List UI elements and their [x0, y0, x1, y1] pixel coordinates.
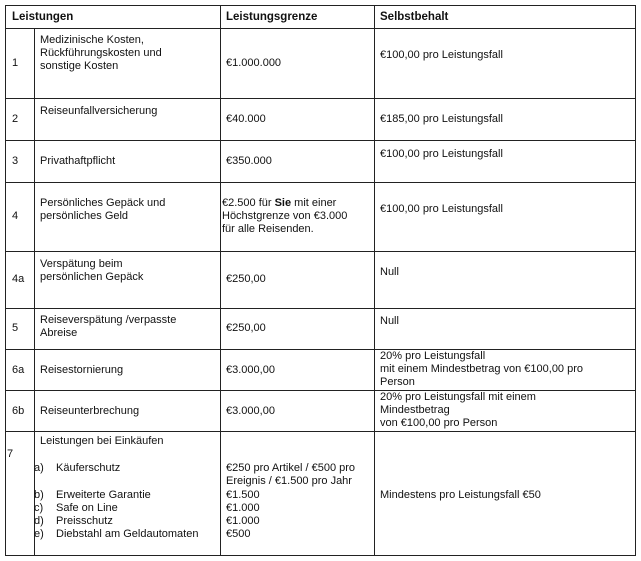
purchase-limit: €1.000 — [226, 515, 260, 527]
purchase-limit: €1.000 — [226, 502, 260, 514]
row-number: 6a — [12, 364, 25, 376]
row-number: 2 — [12, 113, 19, 125]
purchase-item: b) Erweiterte Garantie — [34, 489, 151, 501]
deductible-value: €100,00 pro Leistungsfall — [380, 203, 503, 215]
row-divider — [6, 98, 635, 99]
row-divider — [6, 140, 635, 141]
row-number: 4a — [12, 273, 25, 285]
row-number: 1 — [12, 57, 19, 69]
row-number: 4 — [12, 210, 19, 222]
header-services: Leistungen — [12, 11, 74, 23]
row-divider — [6, 251, 635, 252]
row-divider — [6, 28, 635, 29]
header-limit: Leistungsgrenze — [226, 11, 318, 23]
purchase-limit: €250 pro Artikel / €500 pro Ereignis / €1.500 pro Jahr — [226, 462, 356, 487]
service-name: Reiseunterbrechung — [40, 405, 140, 417]
service-name: Persönliches Gepäck und persönliches Geld — [40, 197, 166, 222]
deductible-value: €100,00 pro Leistungsfall — [380, 148, 503, 160]
column-divider — [374, 6, 375, 555]
purchase-limit: €500 — [226, 528, 251, 540]
service-name: Reiseunfallversicherung — [40, 105, 158, 117]
deductible-value: 20% pro Leistungsfall mit einem Mindestbetrag von €100,00 pro Person — [380, 350, 584, 388]
limit-value: €250,00 — [226, 322, 266, 334]
deductible-value: 20% pro Leistungsfall mit einem Mindestbetrag von €100,00 pro Person — [380, 391, 536, 429]
purchase-item: c) Safe on Line — [34, 502, 118, 514]
column-divider — [220, 6, 221, 555]
row-divider — [6, 308, 635, 309]
column-divider — [34, 28, 35, 555]
service-name: Privathaftpflicht — [40, 155, 116, 167]
row-number: 5 — [12, 322, 19, 334]
purchase-item: a) Käuferschutz — [34, 462, 121, 474]
purchase-item: d) Preisschutz — [34, 515, 113, 527]
deductible-value: Mindestens pro Leistungsfall €50 — [380, 489, 541, 501]
deductible-value: Null — [380, 315, 399, 327]
limit-value: €350.000 — [226, 155, 272, 167]
row-number: 7 — [7, 448, 14, 460]
deductible-value: €100,00 pro Leistungsfall — [380, 49, 503, 61]
limit-value: €3.000,00 — [226, 364, 275, 376]
service-name: Reiseverspätung /verpasste Abreise — [40, 314, 177, 339]
row-number: 3 — [12, 155, 19, 167]
header-deductible: Selbstbehalt — [380, 11, 449, 23]
limit-value: €3.000,00 — [226, 405, 275, 417]
row-divider — [6, 390, 635, 391]
deductible-value: Null — [380, 266, 399, 278]
service-name: Medizinische Kosten, Rückführungskosten und sonstige Kosten — [40, 34, 162, 72]
purchase-limit: €1.500 — [226, 489, 260, 501]
purchase-item: e) Diebstahl am Geldautomaten — [34, 528, 199, 540]
purchase-title: Leistungen bei Einkäufen — [40, 435, 164, 447]
limit-value: €1.000.000 — [226, 57, 282, 69]
row-divider — [6, 182, 635, 183]
limit-value: €40.000 — [226, 113, 266, 125]
deductible-value: €185,00 pro Leistungsfall — [380, 113, 503, 125]
service-name: Verspätung beim persönlichen Gepäck — [40, 258, 144, 283]
limit-value: €2.500 für Sie mit einer Höchstgrenze von €3.000 für alle Reisenden. — [222, 197, 348, 235]
row-number: 6b — [12, 405, 25, 417]
limit-value: €250,00 — [226, 273, 266, 285]
benefits-table — [5, 5, 636, 556]
row-divider — [6, 431, 635, 432]
service-name: Reisestornierung — [40, 364, 124, 376]
